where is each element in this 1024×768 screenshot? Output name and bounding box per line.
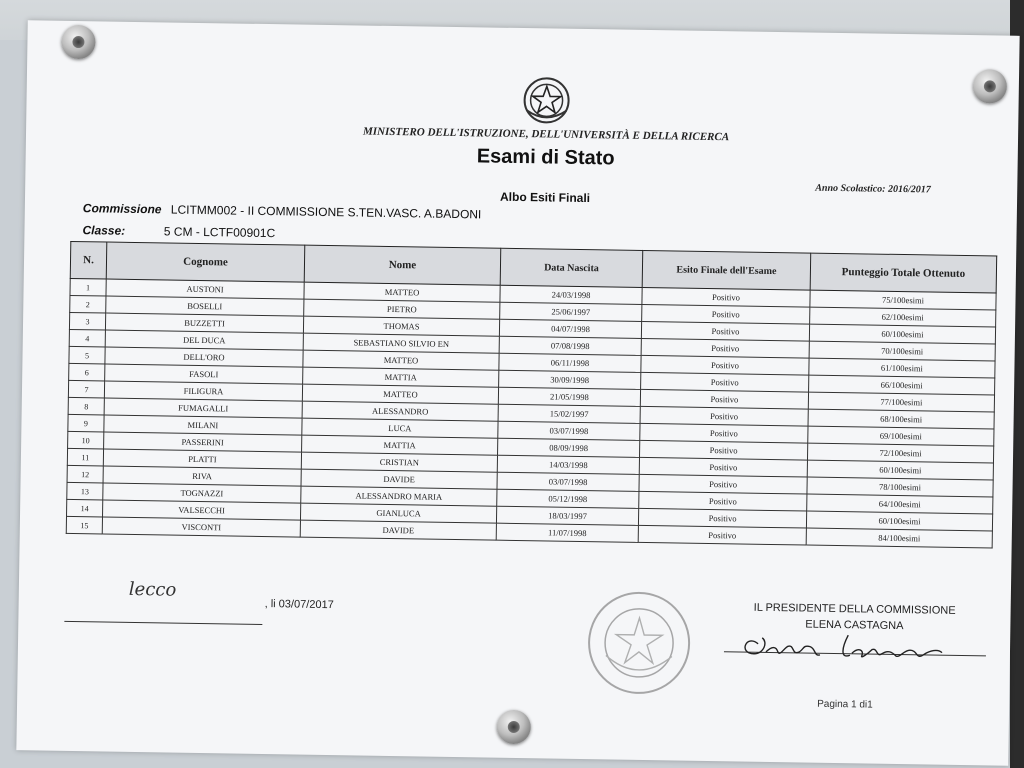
cell-esito: Positivo (642, 287, 810, 307)
cell-cognome: BOSELLI (106, 296, 304, 316)
cell-data: 11/07/1998 (496, 523, 638, 542)
header-esito: Esito Finale dell'Esame (642, 250, 811, 290)
cell-cognome: BUZZETTI (105, 313, 303, 333)
header-cognome: Cognome (106, 242, 305, 282)
cell-data: 08/09/1998 (498, 438, 640, 457)
header-punteggio: Punteggio Totale Ottenuto (810, 253, 997, 293)
header-data-nascita: Data Nascita (500, 248, 643, 287)
posted-document (16, 20, 1019, 765)
cell-cognome: FUMAGALLI (104, 398, 302, 418)
cell-esito: Positivo (638, 508, 806, 528)
results-table (66, 241, 997, 549)
cell-cognome: PASSERINI (104, 432, 302, 452)
document-date: , li 03/07/2017 (264, 598, 334, 612)
president-title: IL PRESIDENTE DELLA COMMISSIONE (753, 601, 956, 617)
cell-nome: DAVIDE (300, 520, 496, 540)
cell-punteggio: 60/100esimi (807, 460, 993, 480)
cell-n: 1 (70, 278, 106, 296)
cell-nome: SEBASTIANO SILVIO EN (303, 333, 499, 353)
cell-n: 15 (66, 516, 102, 534)
cell-n: 7 (68, 380, 104, 398)
cell-n: 2 (70, 295, 106, 313)
classe-value: 5 CM - LCTF00901C (163, 224, 276, 241)
commissione-line (83, 201, 482, 221)
cell-esito: Positivo (641, 321, 809, 341)
cell-data: 30/09/1998 (499, 370, 641, 389)
cell-n: 13 (67, 482, 103, 500)
classe-line (82, 223, 275, 240)
page-subtitle: Albo Esiti Finali (499, 189, 591, 206)
cell-punteggio: 75/100esimi (810, 290, 996, 310)
cell-esito: Positivo (640, 440, 808, 460)
cell-data: 21/05/1998 (498, 387, 640, 406)
cell-nome: MATTIA (303, 367, 499, 387)
cell-cognome: DELL'ORO (105, 347, 303, 367)
classe-label: Classe: (82, 223, 126, 238)
school-stamp-icon (583, 587, 695, 699)
page-number: Pagina 1 di1 (817, 698, 873, 711)
cell-cognome: FILIGURA (104, 381, 302, 401)
cell-punteggio: 61/100esimi (809, 358, 995, 378)
cell-punteggio: 66/100esimi (809, 375, 995, 395)
cell-nome: LUCA (302, 418, 498, 438)
cell-n: 5 (69, 346, 105, 364)
cell-data: 06/11/1998 (499, 353, 641, 372)
cell-nome: PIETRO (304, 299, 500, 319)
cell-cognome: AUSTONI (106, 279, 304, 299)
cell-cognome: FASOLI (105, 364, 303, 384)
cell-n: 14 (67, 499, 103, 517)
cell-punteggio: 60/100esimi (806, 511, 992, 531)
cell-esito: Positivo (639, 491, 807, 511)
cell-punteggio: 84/100esimi (806, 528, 992, 548)
cell-n: 6 (69, 363, 105, 381)
cell-data: 03/07/1998 (498, 421, 640, 440)
cell-esito: Positivo (641, 372, 809, 392)
cell-n: 4 (69, 329, 105, 347)
cell-esito: Positivo (639, 457, 807, 477)
cell-data: 15/02/1997 (498, 404, 640, 423)
cell-cognome: RIVA (103, 466, 301, 486)
cell-data: 14/03/1998 (497, 455, 639, 474)
cell-nome: MATTEO (304, 282, 500, 302)
page-title: Esami di Stato (476, 145, 615, 170)
cell-nome: ALESSANDRO (302, 401, 498, 421)
cell-nome: MATTIA (302, 435, 498, 455)
cell-punteggio: 72/100esimi (807, 443, 993, 463)
cell-data: 07/08/1998 (499, 336, 641, 355)
cell-esito: Positivo (642, 304, 810, 324)
cell-n: 11 (67, 448, 103, 466)
school-year: Anno Scolastico: 2016/2017 (815, 182, 931, 196)
cell-punteggio: 69/100esimi (808, 426, 994, 446)
rivet-top-right (973, 69, 1008, 104)
cell-punteggio: 62/100esimi (810, 307, 996, 327)
cell-esito: Positivo (641, 355, 809, 375)
cell-n: 3 (69, 312, 105, 330)
rivet-bottom (496, 710, 531, 745)
cell-cognome: VALSECCHI (103, 500, 301, 520)
commissione-label: Commissione (82, 201, 162, 217)
header-n: N. (70, 241, 107, 279)
cell-esito: Positivo (639, 474, 807, 494)
cell-esito: Positivo (640, 423, 808, 443)
cell-nome: DAVIDE (301, 469, 497, 489)
cell-data: 05/12/1998 (497, 489, 639, 508)
rivet-top-left (61, 25, 96, 60)
cell-n: 12 (67, 465, 103, 483)
cell-esito: Positivo (641, 338, 809, 358)
cell-n: 10 (68, 431, 104, 449)
cell-punteggio: 77/100esimi (808, 392, 994, 412)
cell-cognome: PLATTI (103, 449, 301, 469)
city-underline (64, 603, 262, 625)
cell-punteggio: 70/100esimi (809, 341, 995, 361)
cell-cognome: TOGNAZZI (103, 483, 301, 503)
cell-esito: Positivo (640, 389, 808, 409)
cell-cognome: MILANI (104, 415, 302, 435)
ministry-heading: MINISTERO DELL'ISTRUZIONE, DELL'UNIVERSITÀ E DELLA RICERCA (362, 125, 730, 144)
cell-data: 18/03/1997 (496, 506, 638, 525)
president-name: ELENA CASTAGNA (805, 618, 904, 633)
cell-punteggio: 64/100esimi (807, 494, 993, 514)
cell-nome: MATTEO (303, 350, 499, 370)
cell-n: 9 (68, 414, 104, 432)
cell-cognome: VISCONTI (102, 517, 300, 537)
cell-esito: Positivo (638, 525, 806, 545)
cell-data: 25/06/1997 (500, 302, 642, 321)
header-nome: Nome (304, 245, 501, 285)
results-body (66, 278, 996, 548)
cell-data: 03/07/1998 (497, 472, 639, 491)
cell-nome: ALESSANDRO MARIA (301, 486, 497, 506)
cell-nome: MATTEO (302, 384, 498, 404)
cell-nome: CRISTIAN (301, 452, 497, 472)
cell-data: 24/03/1998 (500, 285, 642, 304)
cell-nome: GIANLUCA (300, 503, 496, 523)
cell-data: 04/07/1998 (499, 319, 641, 338)
cell-esito: Positivo (640, 406, 808, 426)
city-handwritten: lecco (128, 578, 177, 601)
cell-punteggio: 68/100esimi (808, 409, 994, 429)
commissione-value: LCITMM002 - II COMMISSIONE S.TEN.VASC. A.BADONI (170, 202, 482, 222)
cell-punteggio: 60/100esimi (809, 324, 995, 344)
cell-punteggio: 78/100esimi (807, 477, 993, 497)
cell-nome: THOMAS (303, 316, 499, 336)
italian-republic-emblem-icon (520, 74, 573, 127)
cell-n: 8 (68, 397, 104, 415)
handwritten-signature-icon (728, 623, 979, 667)
cell-cognome: DEL DUCA (105, 330, 303, 350)
